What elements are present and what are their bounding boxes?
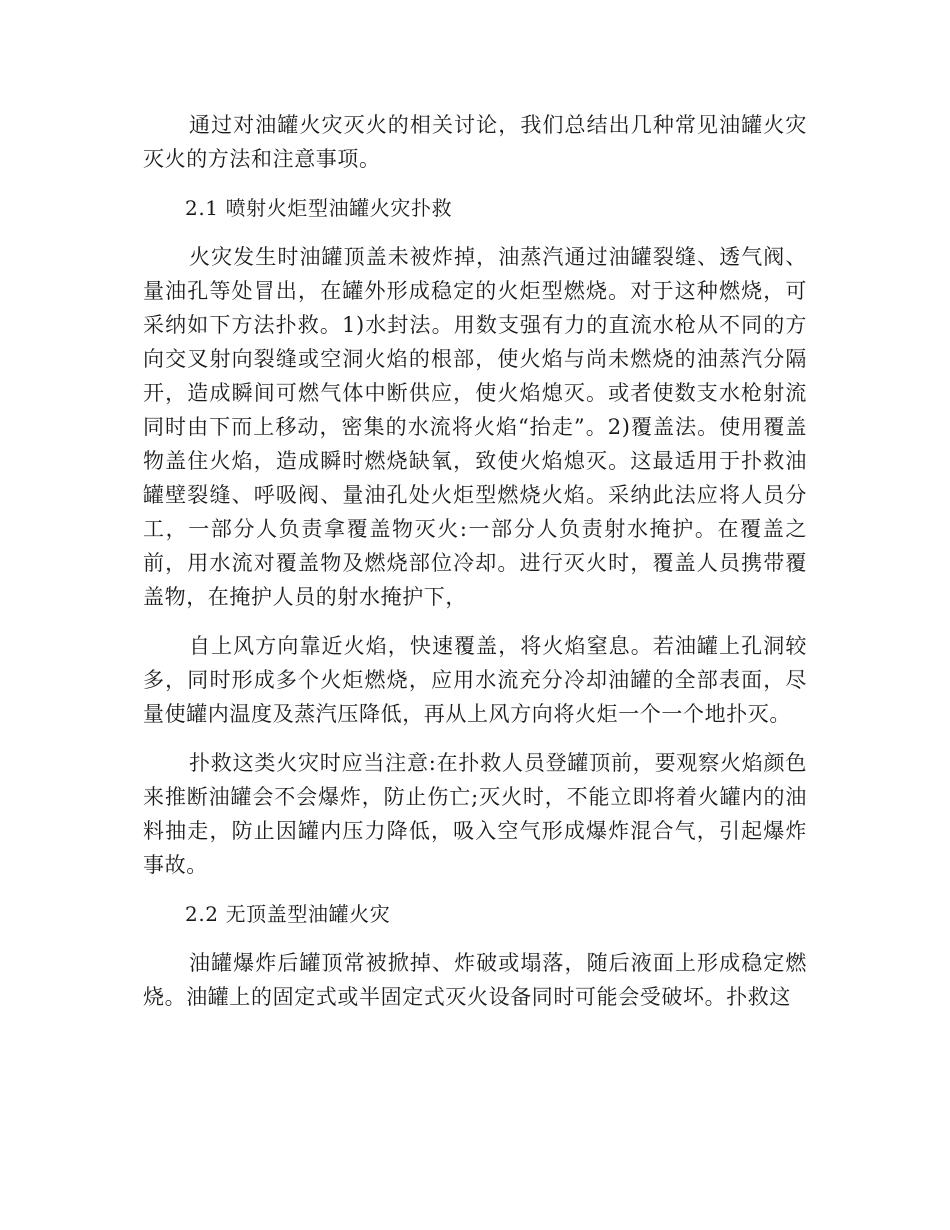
section-2-2-paragraph-1: 油罐爆炸后罐顶常被掀掉、炸破或塌落，随后液面上形成稳定燃烧。油罐上的固定式或半固定式灭火设备同时可能会受破坏。扑救这	[143, 951, 807, 1009]
document-page	[143, 108, 807, 1029]
section-2-1-heading: 2.1 喷射火炬型油罐火灾扑救	[185, 196, 453, 220]
intro-paragraph: 通过对油罐火灾灭火的相关讨论，我们总结出几种常见油罐火灾灭火的方法和注意事项。	[143, 113, 807, 171]
section-2-1-paragraph-3: 扑救这类火灾时应当注意:在扑救人员登罐顶前，要观察火焰颜色来推断油罐会不会爆炸，防止伤亡;灭火时，不能立即将着火罐内的油料抽走，防止因罐内压力降低，吸入空气形成爆炸混合气，引起爆炸事故。	[143, 751, 807, 877]
section-2-2-heading: 2.2 无顶盖型油罐火灾	[185, 902, 391, 926]
section-2-1-paragraph-1: 火灾发生时油罐顶盖未被炸掉，油蒸汽通过油罐裂缝、透气阀、量油孔等处冒出，在罐外形成稳定的火炬型燃烧。对于这种燃烧，可采纳如下方法扑救。1)水封法。用数支强有力的直流水枪从不同的方向交叉射向裂缝或空洞火焰的根部，使火焰与尚未燃烧的油蒸汽分隔开，造成瞬间可燃气体中断供应，使火焰熄灭。或者使数支水枪射流同时由下而上移动，密集的水流将火焰“抬走”。2)覆盖法。使用覆盖物盖住火焰，造成瞬时燃烧缺氧，致使火焰熄灭。这最适用于扑救油罐壁裂缝、呼吸阀、量油孔处火炬型燃烧火焰。采纳此法应将人员分工，一部分人负责拿覆盖物灭火:一部分人负责射水掩护。在覆盖之前，用水流对覆盖物及燃烧部位冷却。进行灭火时，覆盖人员携带覆盖物，在掩护人员的射水掩护下，	[143, 245, 807, 609]
section-2-1-paragraph-2: 自上风方向靠近火焰，快速覆盖，将火焰窒息。若油罐上孔洞较多，同时形成多个火炬燃烧，应用水流充分冷却油罐的全部表面，尽量使罐内温度及蒸汽压降低，再从上风方向将火炬一个一个地扑灭。	[143, 634, 807, 726]
